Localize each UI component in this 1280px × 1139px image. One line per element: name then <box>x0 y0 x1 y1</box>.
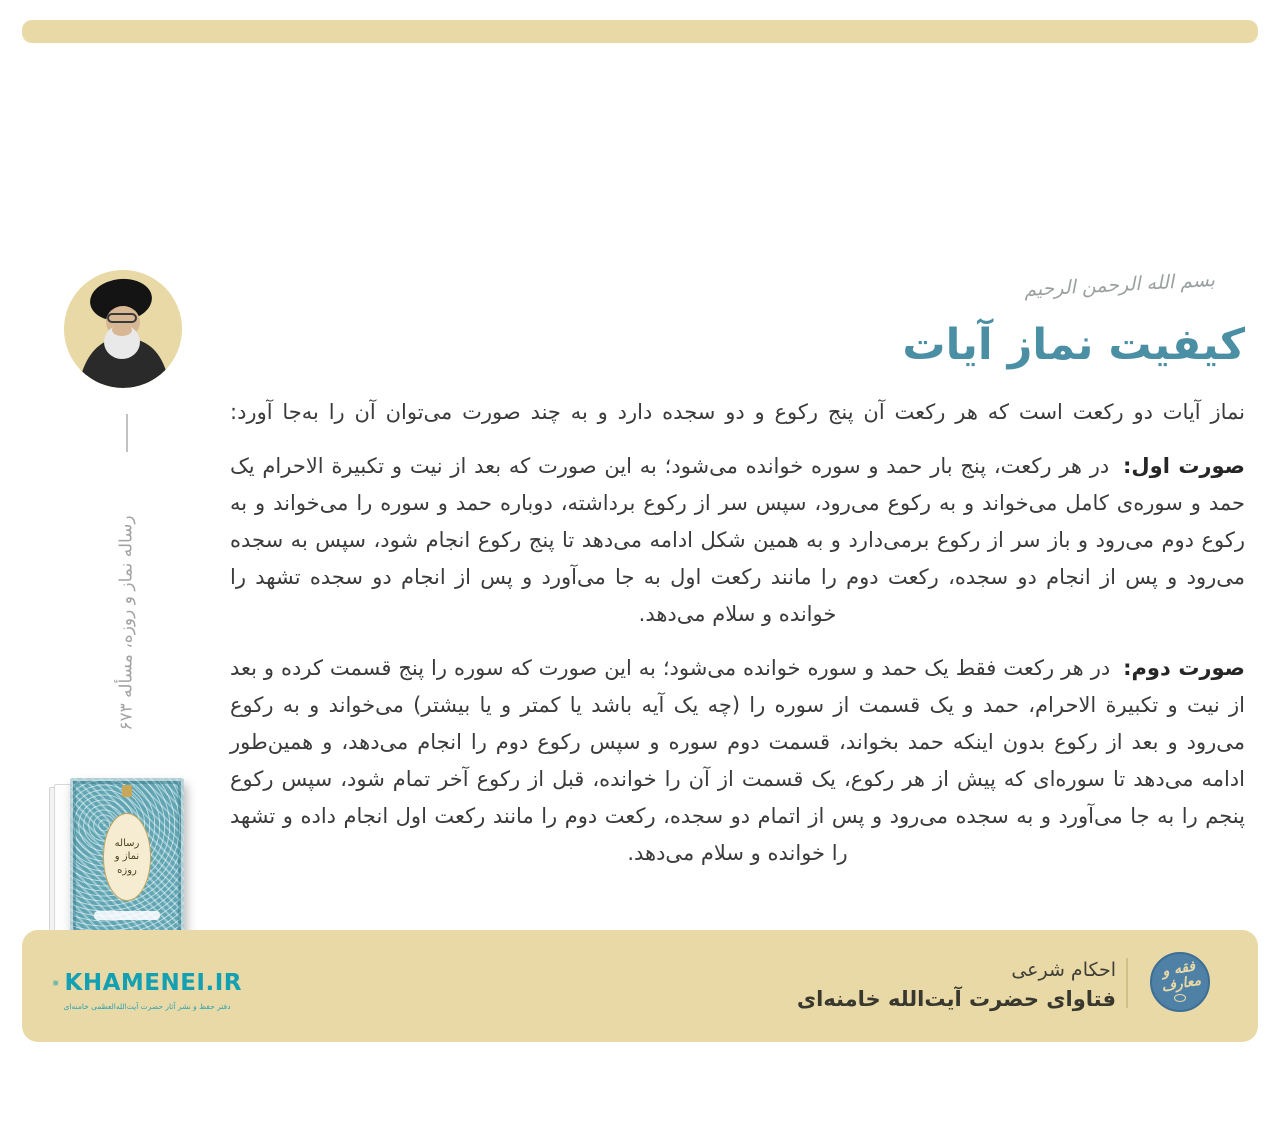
top-accent-strip <box>22 20 1258 43</box>
khamenei-ir-logo <box>52 966 242 1011</box>
section-2-text: در هر رکعت فقط یک حمد و سوره خوانده می‌شود؛ به این صورت که سوره را پنج قسمت کرده و بعد از نیت و تکبیرة الاحرام، حمد و یک قسمت از سوره را (چه یک آیه باشد یا کمتر و یا بیشتر) می‌خواند و به رکوع می‌رود و بعد از رکوع بدون اینکه حمد بخواند، قسمت دوم سوره و سپس رکوع دوم را انجام می‌دهد، و همین‌طور ادامه می‌دهد تا سوره‌ای که پیش از هر رکوع، یک قسمت از آن را خوانده، قبل از رکوع آخر تمام شود، سپس رکوع پنجم را به جا می‌آورد و به سجده می‌رود و پس از اتمام دو سجده، رکعت دوم را مانند رکعت اول انجام داده و تشهد را خوانده و سلام می‌دهد. <box>230 656 1245 865</box>
book-subtitle-band <box>94 911 160 920</box>
badge-ornament <box>1174 994 1186 1002</box>
book-title: رساله نماز و روزه <box>103 813 151 901</box>
section-2-paragraph <box>230 650 1245 872</box>
footer-source: فتاوای حضرت آیت‌الله خامنه‌ای <box>796 987 1116 1011</box>
portrait-illustration <box>64 270 182 388</box>
section-2-label: صورت دوم: <box>1123 656 1245 680</box>
body-text <box>230 394 1245 889</box>
footer-category: احکام شرعی <box>1011 959 1116 981</box>
sidebar-divider-top <box>126 414 128 452</box>
footer-text <box>797 956 1116 1014</box>
fiqh-maaref-badge <box>1150 952 1210 1012</box>
badge-calligraphy: فقه و معارف <box>1160 958 1203 996</box>
footer-divider <box>1126 958 1128 1008</box>
book-front-cover <box>70 778 184 936</box>
page-title: کیفیت نماز آیات <box>902 320 1245 370</box>
khamenei-ir-wordmark: KHAMENEI.IR <box>64 970 242 996</box>
book-publisher-mark <box>122 785 132 797</box>
intro-paragraph: نماز آیات دو رکعت است که هر رکعت آن پنج رکوع و دو سجده دارد و به چند صورت می‌توان آن را به‌جا آورد: <box>230 400 1245 424</box>
section-1-label: صورت اول: <box>1123 454 1245 478</box>
source-note-wrap <box>92 458 162 788</box>
khamenei-ir-flower-icon <box>52 966 60 1000</box>
bismillah-calligraphy: بسم الله الرحمن الرحیم <box>1023 269 1216 301</box>
book-cover-image <box>54 778 186 942</box>
section-1-paragraph <box>230 448 1245 633</box>
avatar <box>64 270 182 388</box>
logo-tagline: دفتر حفظ و نشر آثار حضرت آیت‌الله‌العظمی خامنه‌ای <box>63 1002 231 1011</box>
source-note: رساله نماز و روزه، مسأله ۶۷۳ <box>117 515 137 731</box>
section-1-text: در هر رکعت، پنج بار حمد و سوره خوانده می‌شود؛ به این صورت که بعد از نیت و تکبیرة الاحرام یک حمد و سوره‌ی کامل می‌خواند و به رکوع می‌رود، سپس سر از رکوع برداشته، دوباره حمد و سوره را می‌خواند و به رکوع دوم می‌رود و باز سر از رکوع برمی‌دارد و به همین شکل ادامه می‌دهد تا پنج رکوع انجام شود، سپس به سجده می‌رود و پس از انجام دو سجده، رکعت دوم را مانند رکعت اول به جا می‌آورد و پس از انجام دو سجده تشهد را خوانده و سلام می‌دهد. <box>230 454 1245 626</box>
